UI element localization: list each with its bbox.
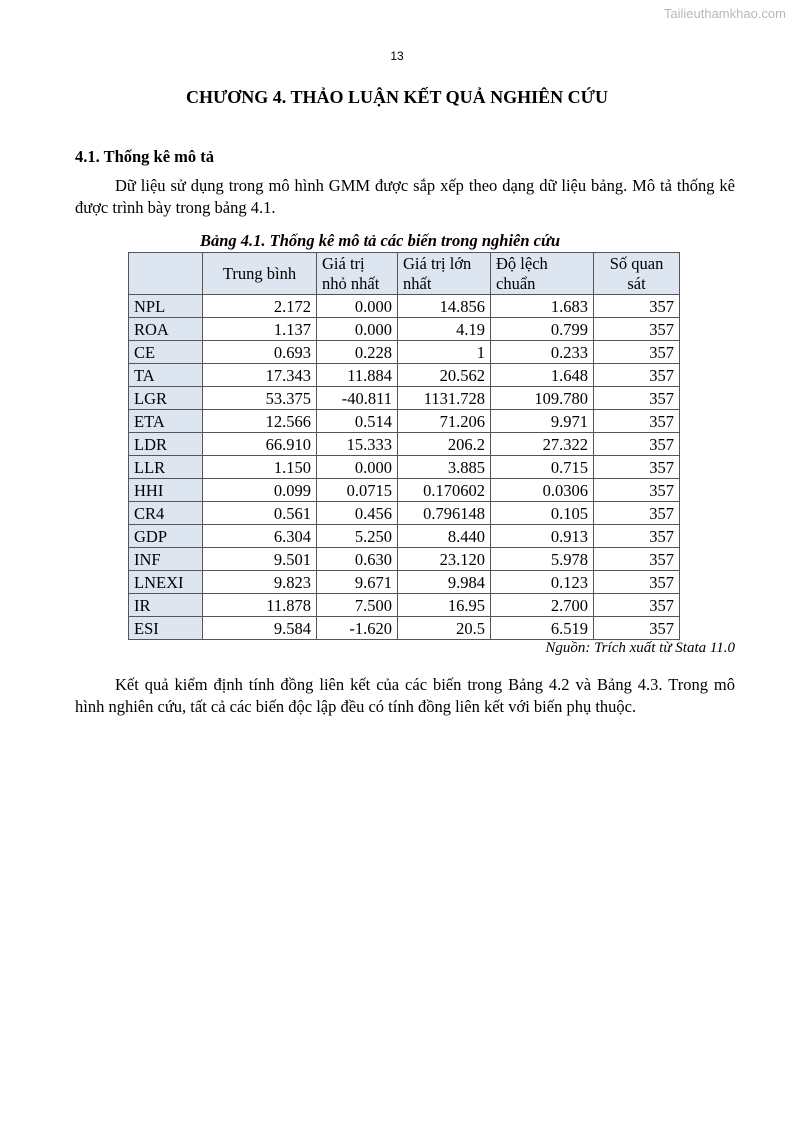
min-cell: 0.0715 <box>317 479 398 502</box>
table-body <box>129 295 680 640</box>
table-row <box>129 525 680 548</box>
mean-cell: 6.304 <box>203 525 317 548</box>
header-cell-mean: Trung bình <box>203 253 317 295</box>
variable-cell: GDP <box>129 525 203 548</box>
observations-cell: 357 <box>594 410 680 433</box>
std-dev-cell: 6.519 <box>491 617 594 640</box>
intro-paragraph: Dữ liệu sử dụng trong mô hình GMM được sắp xếp theo dạng dữ liệu bảng. Mô tả thống kê được trình bày trong bảng 4.1. <box>75 176 735 217</box>
table-row <box>129 387 680 410</box>
max-cell: 1131.728 <box>398 387 491 410</box>
observations-cell: 357 <box>594 571 680 594</box>
watermark: Tailieuthamkhao.com <box>663 6 786 21</box>
min-cell: 0.228 <box>317 341 398 364</box>
std-dev-cell: 0.105 <box>491 502 594 525</box>
descriptive-statistics-table <box>128 252 680 640</box>
max-cell: 4.19 <box>398 318 491 341</box>
max-cell: 9.984 <box>398 571 491 594</box>
variable-cell: LLR <box>129 456 203 479</box>
mean-cell: 66.910 <box>203 433 317 456</box>
std-dev-cell: 9.971 <box>491 410 594 433</box>
mean-cell: 0.099 <box>203 479 317 502</box>
variable-cell: ROA <box>129 318 203 341</box>
min-cell: 9.671 <box>317 571 398 594</box>
std-dev-cell: 2.700 <box>491 594 594 617</box>
mean-cell: 9.584 <box>203 617 317 640</box>
max-cell: 20.5 <box>398 617 491 640</box>
std-dev-cell: 0.913 <box>491 525 594 548</box>
observations-cell: 357 <box>594 387 680 410</box>
observations-cell: 357 <box>594 433 680 456</box>
min-cell: -40.811 <box>317 387 398 410</box>
min-cell: 15.333 <box>317 433 398 456</box>
min-cell: 0.000 <box>317 456 398 479</box>
min-cell: 7.500 <box>317 594 398 617</box>
std-dev-cell: 0.123 <box>491 571 594 594</box>
std-dev-cell: 5.978 <box>491 548 594 571</box>
std-dev-cell: 109.780 <box>491 387 594 410</box>
variable-cell: CE <box>129 341 203 364</box>
max-cell: 3.885 <box>398 456 491 479</box>
observations-cell: 357 <box>594 617 680 640</box>
chapter-title: CHƯƠNG 4. THẢO LUẬN KẾT QUẢ NGHIÊN CỨU <box>185 87 609 107</box>
mean-cell: 53.375 <box>203 387 317 410</box>
min-cell: 5.250 <box>317 525 398 548</box>
table-row <box>129 594 680 617</box>
max-cell: 23.120 <box>398 548 491 571</box>
observations-cell: 357 <box>594 594 680 617</box>
observations-cell: 357 <box>594 364 680 387</box>
variable-cell: HHI <box>129 479 203 502</box>
variable-cell: LDR <box>129 433 203 456</box>
std-dev-cell: 0.715 <box>491 456 594 479</box>
mean-cell: 0.561 <box>203 502 317 525</box>
min-cell: 0.456 <box>317 502 398 525</box>
table-row <box>129 548 680 571</box>
min-cell: -1.620 <box>317 617 398 640</box>
variable-cell: TA <box>129 364 203 387</box>
table-row <box>129 571 680 594</box>
header-cell-observations: Số quan sát <box>594 253 680 295</box>
observations-cell: 357 <box>594 479 680 502</box>
mean-cell: 9.823 <box>203 571 317 594</box>
min-cell: 0.514 <box>317 410 398 433</box>
table-row <box>129 617 680 640</box>
max-cell: 0.170602 <box>398 479 491 502</box>
max-cell: 20.562 <box>398 364 491 387</box>
observations-cell: 357 <box>594 295 680 318</box>
max-cell: 0.796148 <box>398 502 491 525</box>
table-row <box>129 433 680 456</box>
observations-cell: 357 <box>594 548 680 571</box>
max-cell: 1 <box>398 341 491 364</box>
variable-cell: INF <box>129 548 203 571</box>
max-cell: 14.856 <box>398 295 491 318</box>
std-dev-cell: 27.322 <box>491 433 594 456</box>
table-row <box>129 341 680 364</box>
min-cell: 0.630 <box>317 548 398 571</box>
max-cell: 16.95 <box>398 594 491 617</box>
mean-cell: 0.693 <box>203 341 317 364</box>
variable-cell: NPL <box>129 295 203 318</box>
table-row <box>129 502 680 525</box>
mean-cell: 2.172 <box>203 295 317 318</box>
header-cell-std-dev: Độ lệch chuẩn <box>491 253 594 295</box>
variable-cell: LNEXI <box>129 571 203 594</box>
variable-cell: IR <box>129 594 203 617</box>
mean-cell: 12.566 <box>203 410 317 433</box>
header-cell-variable <box>129 253 203 295</box>
table-row <box>129 410 680 433</box>
variable-cell: ETA <box>129 410 203 433</box>
table-row <box>129 479 680 502</box>
page-number: 13 <box>390 49 404 63</box>
variable-cell: ESI <box>129 617 203 640</box>
min-cell: 0.000 <box>317 295 398 318</box>
table-row <box>129 456 680 479</box>
std-dev-cell: 0.799 <box>491 318 594 341</box>
header-cell-max: Giá trị lớn nhất <box>398 253 491 295</box>
observations-cell: 357 <box>594 318 680 341</box>
observations-cell: 357 <box>594 456 680 479</box>
max-cell: 71.206 <box>398 410 491 433</box>
section-heading: 4.1. Thống kê mô tả <box>75 147 215 166</box>
mean-cell: 1.137 <box>203 318 317 341</box>
observations-cell: 357 <box>594 502 680 525</box>
mean-cell: 9.501 <box>203 548 317 571</box>
mean-cell: 11.878 <box>203 594 317 617</box>
table-caption: Bảng 4.1. Thống kê mô tả các biến trong nghiên cứu <box>199 231 561 250</box>
min-cell: 0.000 <box>317 318 398 341</box>
conclusion-paragraph: Kết quả kiểm định tính đồng liên kết của các biến trong Bảng 4.2 và Bảng 4.3. Trong mô hình nghiên cứu, tất cả các biến độc lập đều có tính đồng liên kết với biến phụ thuộc. <box>75 675 735 716</box>
std-dev-cell: 1.683 <box>491 295 594 318</box>
table-row <box>129 364 680 387</box>
std-dev-cell: 0.0306 <box>491 479 594 502</box>
header-cell-min: Giá trị nhỏ nhất <box>317 253 398 295</box>
observations-cell: 357 <box>594 525 680 548</box>
mean-cell: 1.150 <box>203 456 317 479</box>
variable-cell: LGR <box>129 387 203 410</box>
table-header-row <box>129 253 680 295</box>
source-note: Nguồn: Trích xuất từ Stata 11.0 <box>545 640 735 656</box>
std-dev-cell: 1.648 <box>491 364 594 387</box>
min-cell: 11.884 <box>317 364 398 387</box>
std-dev-cell: 0.233 <box>491 341 594 364</box>
table-row <box>129 318 680 341</box>
max-cell: 206.2 <box>398 433 491 456</box>
observations-cell: 357 <box>594 341 680 364</box>
max-cell: 8.440 <box>398 525 491 548</box>
mean-cell: 17.343 <box>203 364 317 387</box>
table-row <box>129 295 680 318</box>
variable-cell: CR4 <box>129 502 203 525</box>
